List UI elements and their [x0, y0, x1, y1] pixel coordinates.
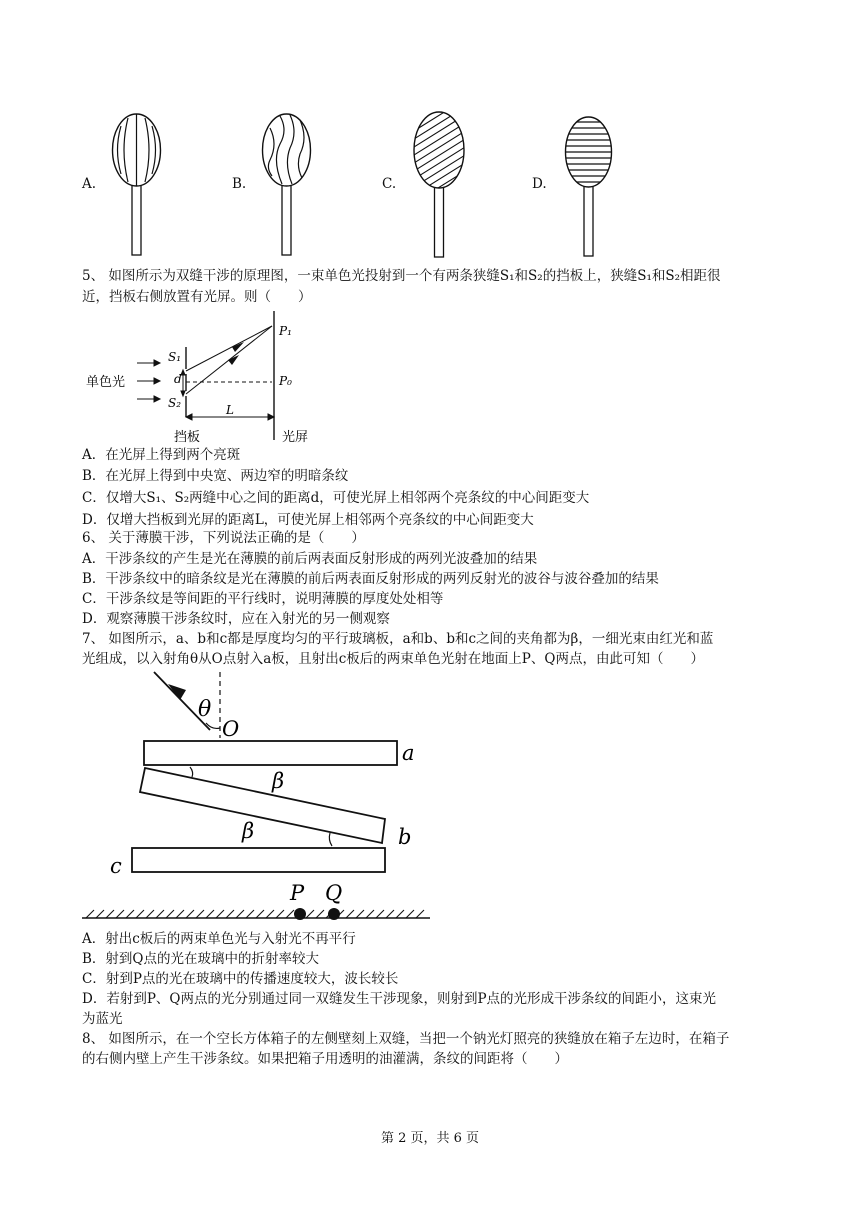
q7-o-label: O [222, 717, 240, 741]
q5-option-d: D．仅增大挡板到光屏的距离L，可使光屏上相邻两个亮条纹的中心间距变大 [82, 512, 534, 528]
q7-q-label: Q [325, 881, 343, 905]
q5-option-c: C．仅增大S₁、S₂两缝中心之间的距离d，可使光屏上相邻两个亮条纹的中心间距变大 [82, 490, 590, 506]
q4-option-d-label: D. [532, 176, 547, 192]
q4-figure-c [410, 108, 470, 260]
q4-option-b-label: B. [232, 176, 247, 192]
q7-point-p [294, 908, 306, 920]
q7-option-d-line2: 为蓝光 [82, 1011, 123, 1027]
q6-stem: 6、 关于薄膜干涉，下列说法正确的是（ ） [82, 530, 365, 546]
q6-option-c: C．干涉条纹是等间距的平行线时，说明薄膜的厚度处处相等 [82, 591, 444, 607]
q6-option-b: B．干涉条纹中的暗条纹是光在薄膜的前后两表面反射形成的两列反射光的波谷与波谷叠加的结果 [82, 571, 659, 587]
q4-option-a-label: A. [82, 176, 97, 192]
q7-b-label: b [398, 825, 412, 849]
q7-a-label: a [402, 741, 415, 765]
q5-l-label: L [226, 403, 234, 417]
q5-double-slit-figure [82, 305, 332, 447]
q7-option-b: B．射到Q点的光在玻璃中的折射率较大 [82, 951, 319, 967]
q8-stem-line2: 的右侧内壁上产生干涉条纹。如果把箱子用透明的油灌满，条纹的间距将（ ） [82, 1051, 568, 1067]
q7-p-label: P [290, 881, 305, 905]
q5-p0-label: P₀ [279, 374, 292, 388]
q5-baffle-label: 挡板 [174, 430, 201, 445]
q5-d-label: d [174, 372, 182, 386]
q7-glass-plates-figure [82, 668, 462, 930]
page-footer: 第 2 页，共 6 页 [380, 1131, 480, 1146]
q7-option-a: A．射出c板后的两束单色光与入射光不再平行 [82, 931, 356, 947]
q7-beta2-label: β [242, 819, 255, 843]
q5-s2-label: S₂ [168, 396, 182, 410]
q4-figure-b [258, 110, 318, 258]
q4-figure-a [108, 110, 168, 258]
q5-s1-label: S₁ [168, 350, 182, 364]
q7-option-c: C．射到P点的光在玻璃中的传播速度较大，波长较长 [82, 971, 399, 987]
q7-beta1-label: β [272, 769, 285, 793]
q8-stem-line1: 8、 如图所示，在一个空长方体箱子的左侧壁刻上双缝，当把一个钠光灯照亮的狭缝放在箱子左边时，在箱子 [82, 1031, 730, 1047]
q7-point-q [328, 908, 340, 920]
q4-figure-d [560, 112, 620, 260]
q5-light-label: 单色光 [86, 375, 126, 390]
q5-p1-label: P₁ [279, 324, 292, 338]
q7-c-label: c [110, 854, 122, 878]
q7-theta-label: θ [198, 697, 212, 722]
q7-stem-line2: 光组成，以入射角θ从O点射入a板，且射出c板后的两束单色光射在地面上P、Q两点，由此可知（ ） [82, 651, 704, 667]
q5-stem-line1: 5、 如图所示为双缝干涉的原理图，一束单色光投射到一个有两条狭缝S₁和S₂的挡板上，狭缝S₁和S₂相距很 [82, 268, 721, 284]
q5-stem-line2: 近，挡板右侧放置有光屏。则（ ） [82, 289, 312, 305]
q6-option-d: D．观察薄膜干涉条纹时，应在入射光的另一侧观察 [82, 611, 390, 627]
q5-screen-label: 光屏 [282, 430, 309, 445]
q4-option-c-label: C. [382, 176, 397, 192]
q5-option-a: A．在光屏上得到两个亮斑 [82, 447, 241, 463]
q6-option-a: A．干涉条纹的产生是光在薄膜的前后两表面反射形成的两列光波叠加的结果 [82, 551, 538, 567]
q7-option-d-line1: D．若射到P、Q两点的光分别通过同一双缝发生干涉现象，则射到P点的光形成干涉条纹的间距小，这束光 [82, 991, 717, 1007]
q7-stem-line1: 7、 如图所示，a、b和c都是厚度均匀的平行玻璃板，a和b、b和c之间的夹角都为β，一细光束由红光和蓝 [82, 631, 714, 647]
q5-option-b: B．在光屏上得到中央宽、两边窄的明暗条纹 [82, 468, 349, 484]
